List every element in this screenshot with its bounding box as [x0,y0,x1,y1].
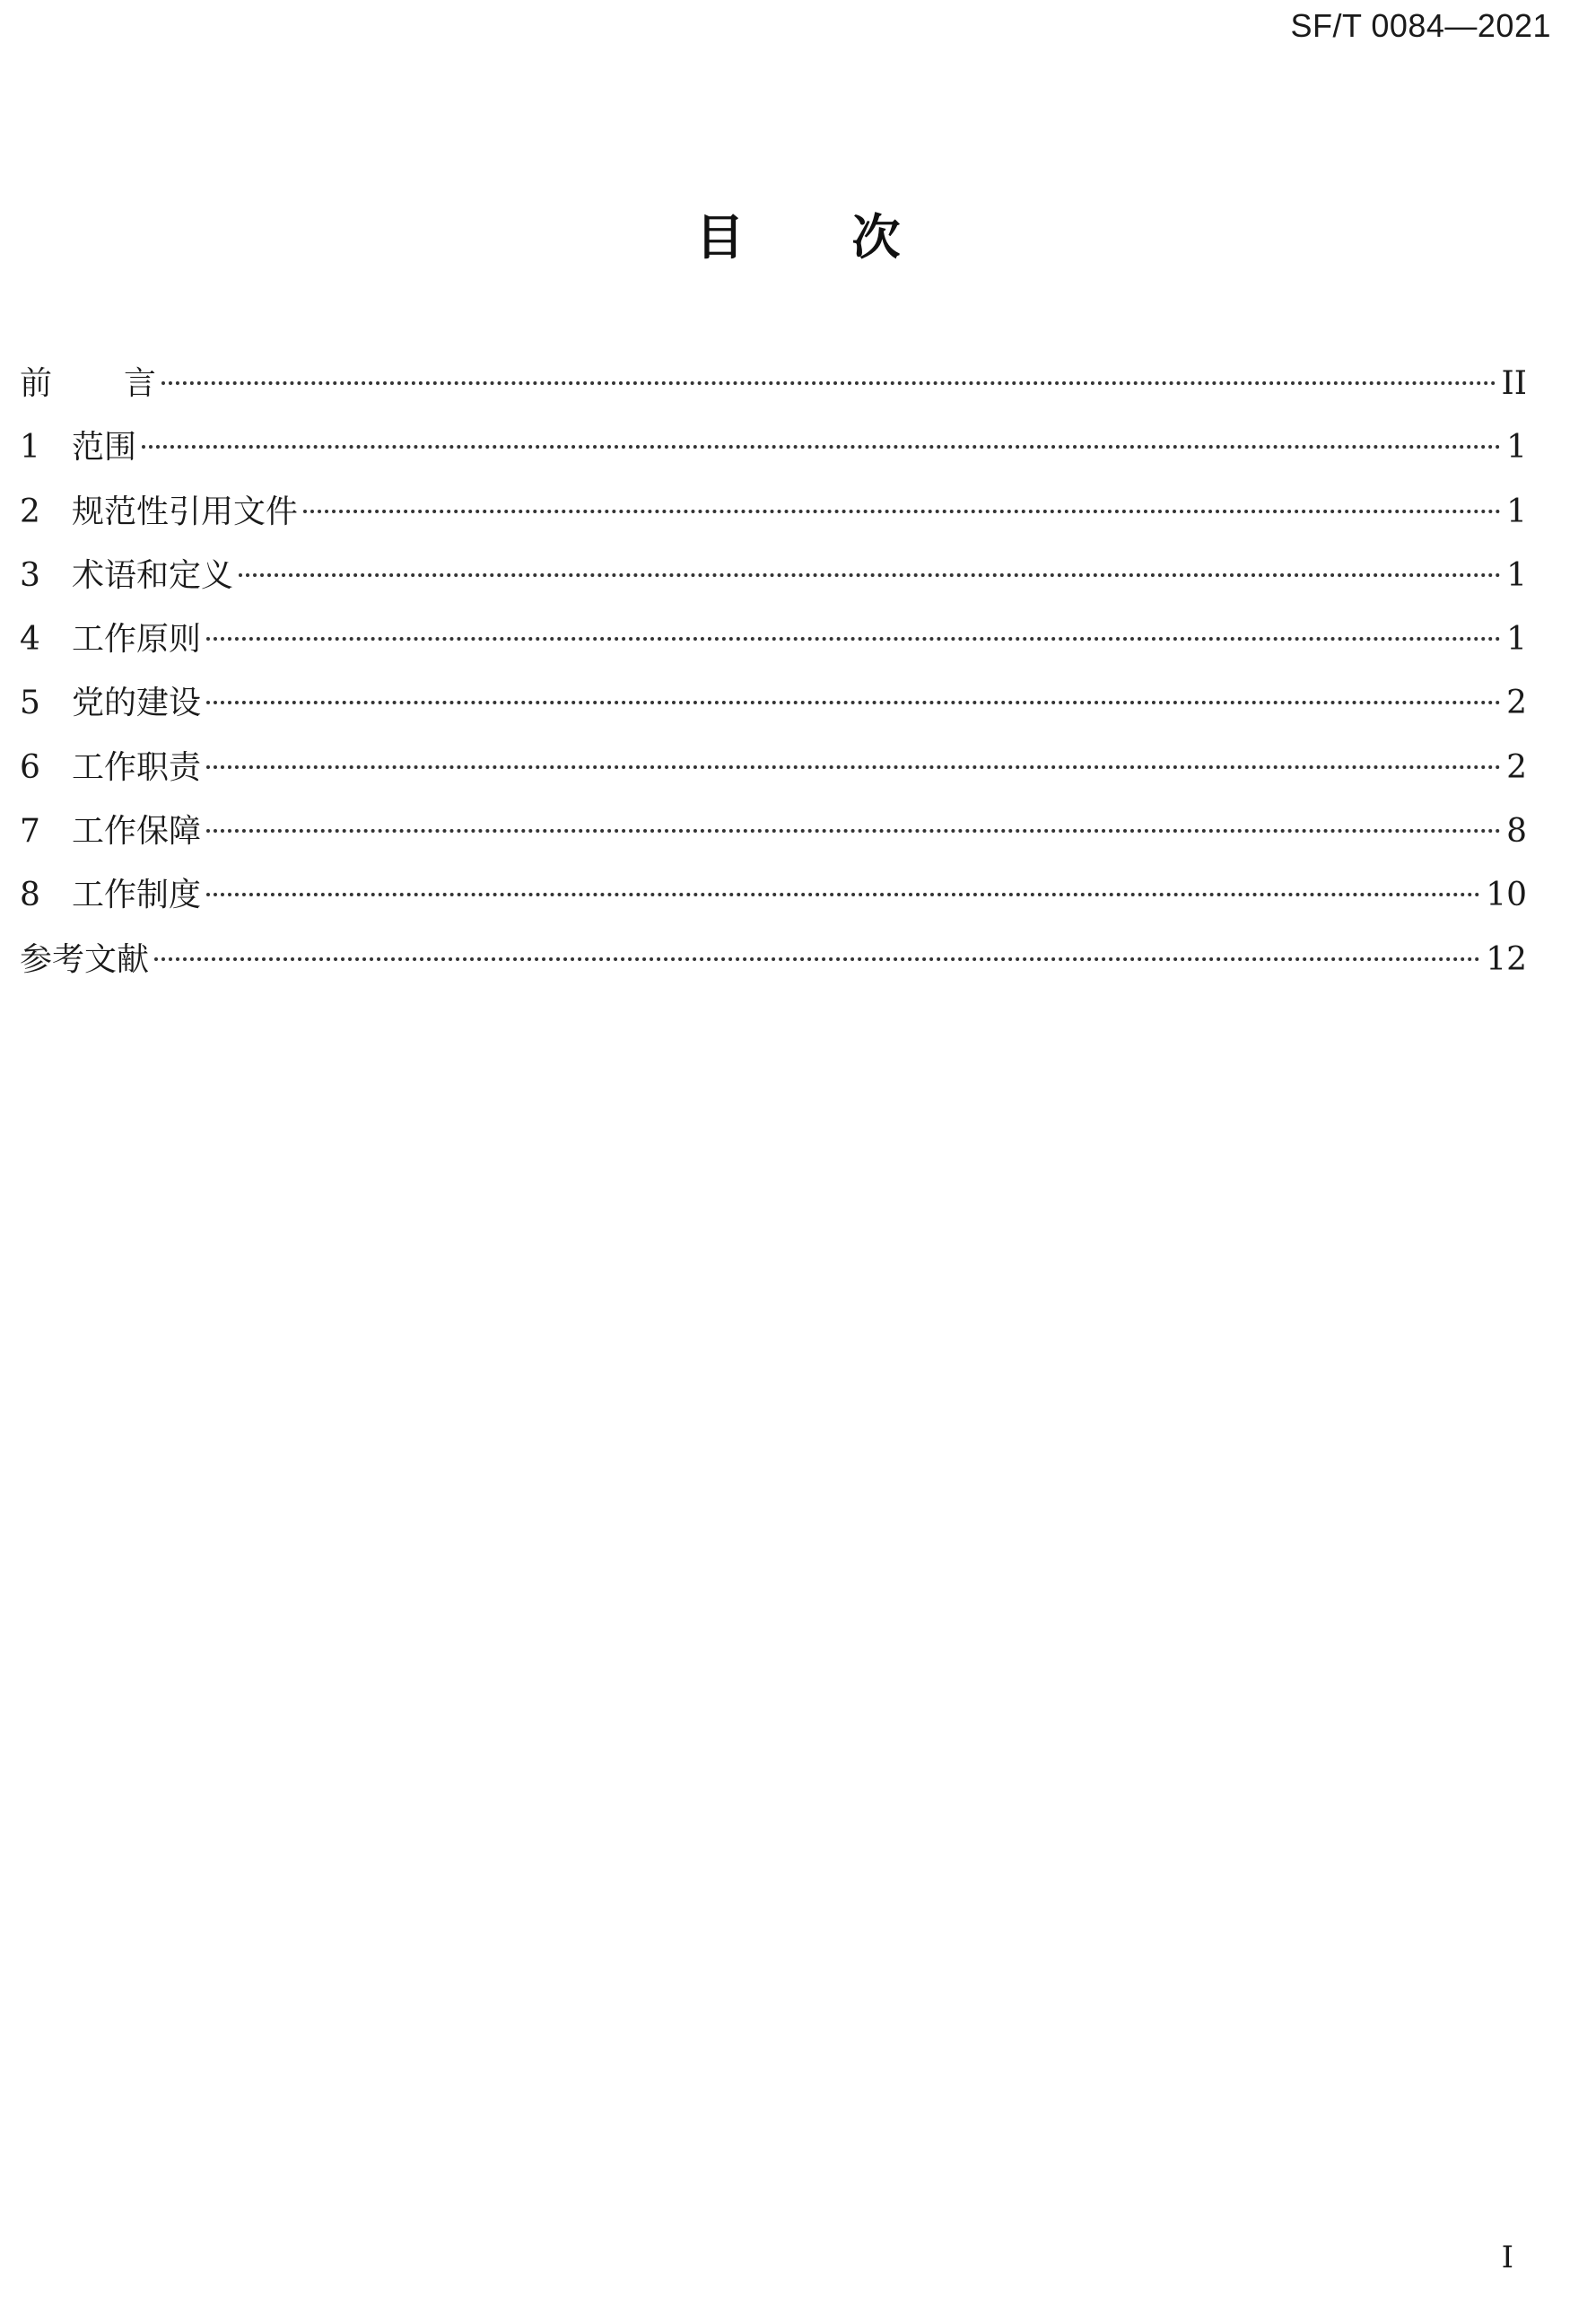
toc-entry-number: 8 [20,877,40,914]
toc-entry-number: 7 [20,813,40,851]
toc-entry-page: 8 [1506,813,1527,851]
toc-entry-label: 工作职责 [72,748,202,786]
toc-entry-page: 12 [1486,940,1527,978]
toc-entry-page: 1 [1506,429,1527,467]
toc-entry-label: 术语和定义 [72,556,234,594]
toc-entry-number: 1 [20,429,40,467]
toc-entry-page: 2 [1506,685,1527,722]
toc-entry-normative-references[interactable] [20,480,1527,544]
toc-entry-label-first-char: 前 [20,365,53,402]
toc-entry-party-building[interactable] [20,671,1527,735]
toc-dot-leader [206,829,1501,833]
toc-entry-terms-definitions[interactable] [20,544,1527,607]
toc-dot-leader [206,893,1480,896]
toc-entry-number: 2 [20,493,40,530]
toc-entry-foreword[interactable] [20,352,1527,415]
toc-entry-label-second-char: 言 [124,365,157,402]
toc-dot-leader [206,765,1501,769]
toc-entry-work-principles[interactable] [20,607,1527,671]
toc-dot-leader [206,701,1501,704]
toc-list [20,352,1527,991]
toc-dot-leader [239,573,1501,577]
toc-dot-leader [142,445,1501,449]
toc-entry-bibliography[interactable] [20,928,1527,991]
toc-dot-leader [161,381,1496,385]
toc-entry-page: 10 [1486,877,1527,914]
toc-entry-label: 范围 [72,429,137,467]
toc-entry-number: 4 [20,621,40,659]
toc-entry-work-duties[interactable] [20,736,1527,799]
toc-entry-label: 规范性引用文件 [72,493,299,530]
toc-entry-page: II [1501,365,1527,402]
standard-code: SF/T 0084—2021 [1290,7,1551,44]
toc-entry-work-system[interactable] [20,863,1527,927]
toc-entry-work-guarantee[interactable] [20,799,1527,863]
toc-entry-label [20,352,156,415]
toc-title: 目次 [695,209,1008,266]
toc-entry-label: 参考文献 [20,940,150,978]
toc-entry-page: 1 [1506,493,1527,530]
page-number: I [1501,2240,1513,2275]
toc-dot-leader [206,637,1501,641]
toc-entry-number: 3 [20,556,40,594]
toc-entry-label: 工作原则 [72,621,202,659]
toc-entry-scope[interactable] [20,415,1527,479]
toc-entry-number: 6 [20,748,40,786]
toc-entry-label: 工作制度 [72,877,202,914]
toc-entry-page: 1 [1506,556,1527,594]
toc-entry-number: 5 [20,685,40,722]
toc-dot-leader [154,957,1480,961]
toc-entry-label: 工作保障 [72,813,202,851]
toc-entry-page: 1 [1506,621,1527,659]
toc-entry-label: 党的建设 [72,685,202,722]
toc-dot-leader [303,510,1501,513]
toc-entry-page: 2 [1506,748,1527,786]
